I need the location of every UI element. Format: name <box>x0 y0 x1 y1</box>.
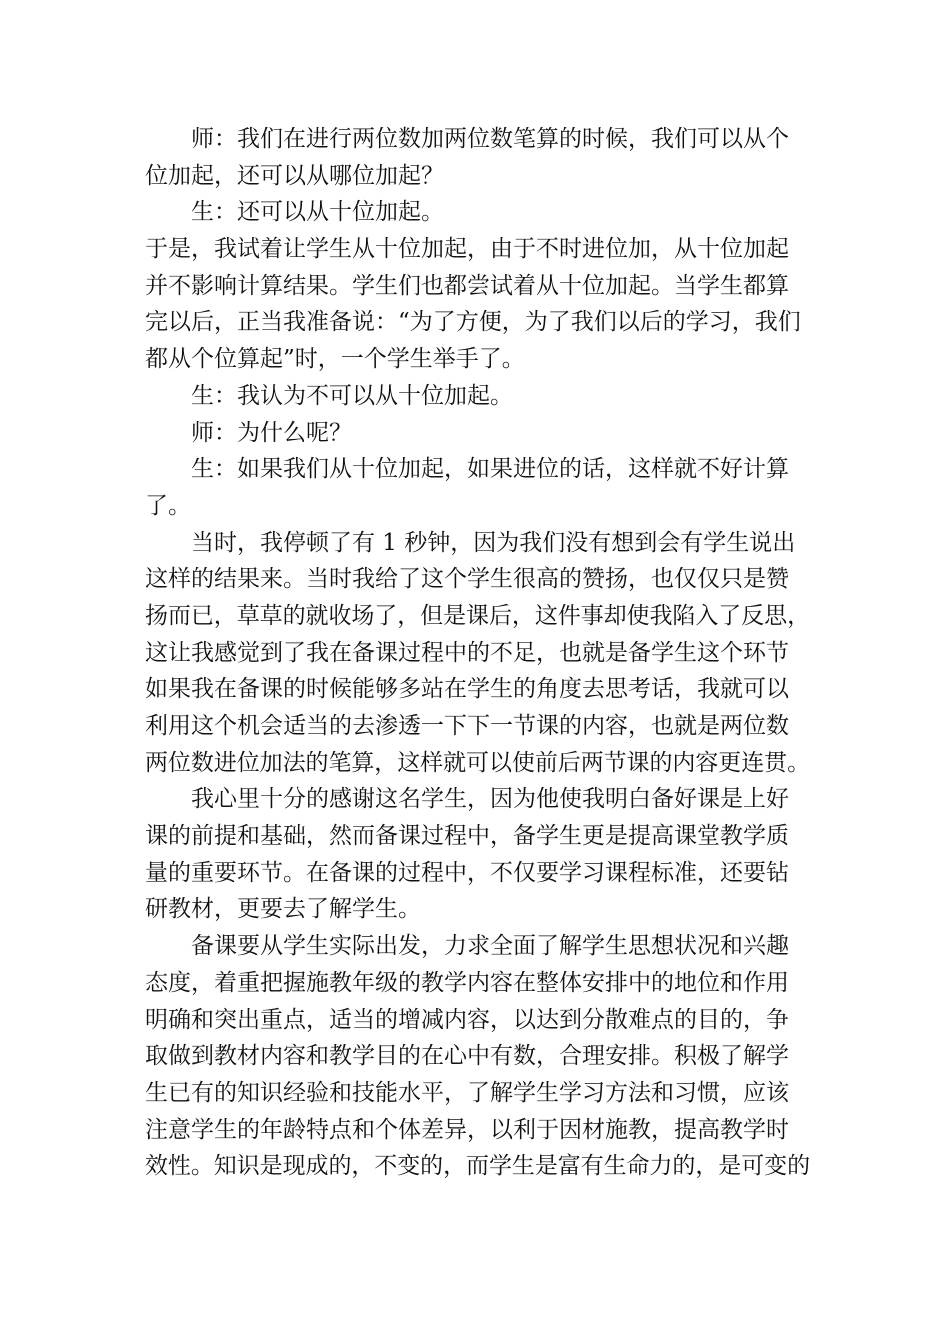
text-line: 位加起，还可以从哪位加起？ <box>145 162 444 189</box>
text-line: 这让我感觉到了我在备课过程中的不足，也就是备学生这个环节 <box>145 639 789 666</box>
text-line: 生：如果我们从十位加起，如果进位的话，这样就不好计算 <box>191 456 789 483</box>
text-line: 了。 <box>145 492 191 519</box>
text-line: 生已有的知识经验和技能水平，了解学生学习方法和习惯，应该 <box>145 1079 789 1106</box>
body-text <box>145 121 810 1185</box>
text-line: 备课要从学生实际出发，力求全面了解学生思想状况和兴趣 <box>191 933 789 960</box>
text-line: 这样的结果来。当时我给了这个学生很高的赞扬，也仅仅只是赞 <box>145 566 789 593</box>
text-line: 如果我在备课的时候能够多站在学生的角度去思考话，我就可以 <box>145 676 789 703</box>
text-line: 于是，我试着让学生从十位加起，由于不时进位加，从十位加起 <box>145 236 789 263</box>
text-line: 态度，着重把握施教年级的教学内容在整体安排中的地位和作用 <box>145 969 789 996</box>
text-line: 生：还可以从十位加起。 <box>191 199 444 226</box>
text-line: 生：我认为不可以从十位加起。 <box>191 382 513 409</box>
text-line: 注意学生的年龄特点和个体差异，以利于因材施教，提高教学时 <box>145 1116 789 1143</box>
text-line: 两位数进位加法的笔算，这样就可以使前后两节课的内容更连贯。 <box>145 749 811 776</box>
text-line: 课的前提和基础，然而备课过程中，备学生更是提高课堂教学质 <box>145 823 789 850</box>
text-line: 师：我们在进行两位数加两位数笔算的时候，我们可以从个 <box>191 126 789 152</box>
text-line: 取做到教材内容和教学目的在心中有数，合理安排。积极了解学 <box>145 1043 789 1070</box>
text-line: 利用这个机会适当的去渗透一下下一节课的内容，也就是两位数 <box>145 713 789 739</box>
text-line: 当时，我停顿了有 1 秒钟，因为我们没有想到会有学生说出 <box>191 529 796 556</box>
text-line: 我心里十分的感谢这名学生，因为他使我明白备好课是上好 <box>191 786 789 813</box>
text-line: 师：为什么呢？ <box>191 419 352 446</box>
text-line: 都从个位算起”时，一个学生举手了。 <box>145 346 525 373</box>
text-line: 完以后，正当我准备说：“为了方便，为了我们以后的学习，我们 <box>145 309 801 336</box>
text-line: 研教材，更要去了解学生。 <box>145 896 421 923</box>
text-line: 明确和突出重点，适当的增减内容，以达到分散难点的目的，争 <box>145 1006 789 1033</box>
text-line: 并不影响计算结果。学生们也都尝试着从十位加起。当学生都算 <box>145 272 789 299</box>
text-line: 效性。知识是现成的，不变的，而学生是富有生命力的，是可变的 <box>145 1153 811 1180</box>
text-line: 扬而已，草草的就收场了，但是课后，这件事却使我陷入了反思， <box>145 602 811 629</box>
text-line: 量的重要环节。在备课的过程中，不仅要学习课程标准，还要钻 <box>145 859 789 886</box>
